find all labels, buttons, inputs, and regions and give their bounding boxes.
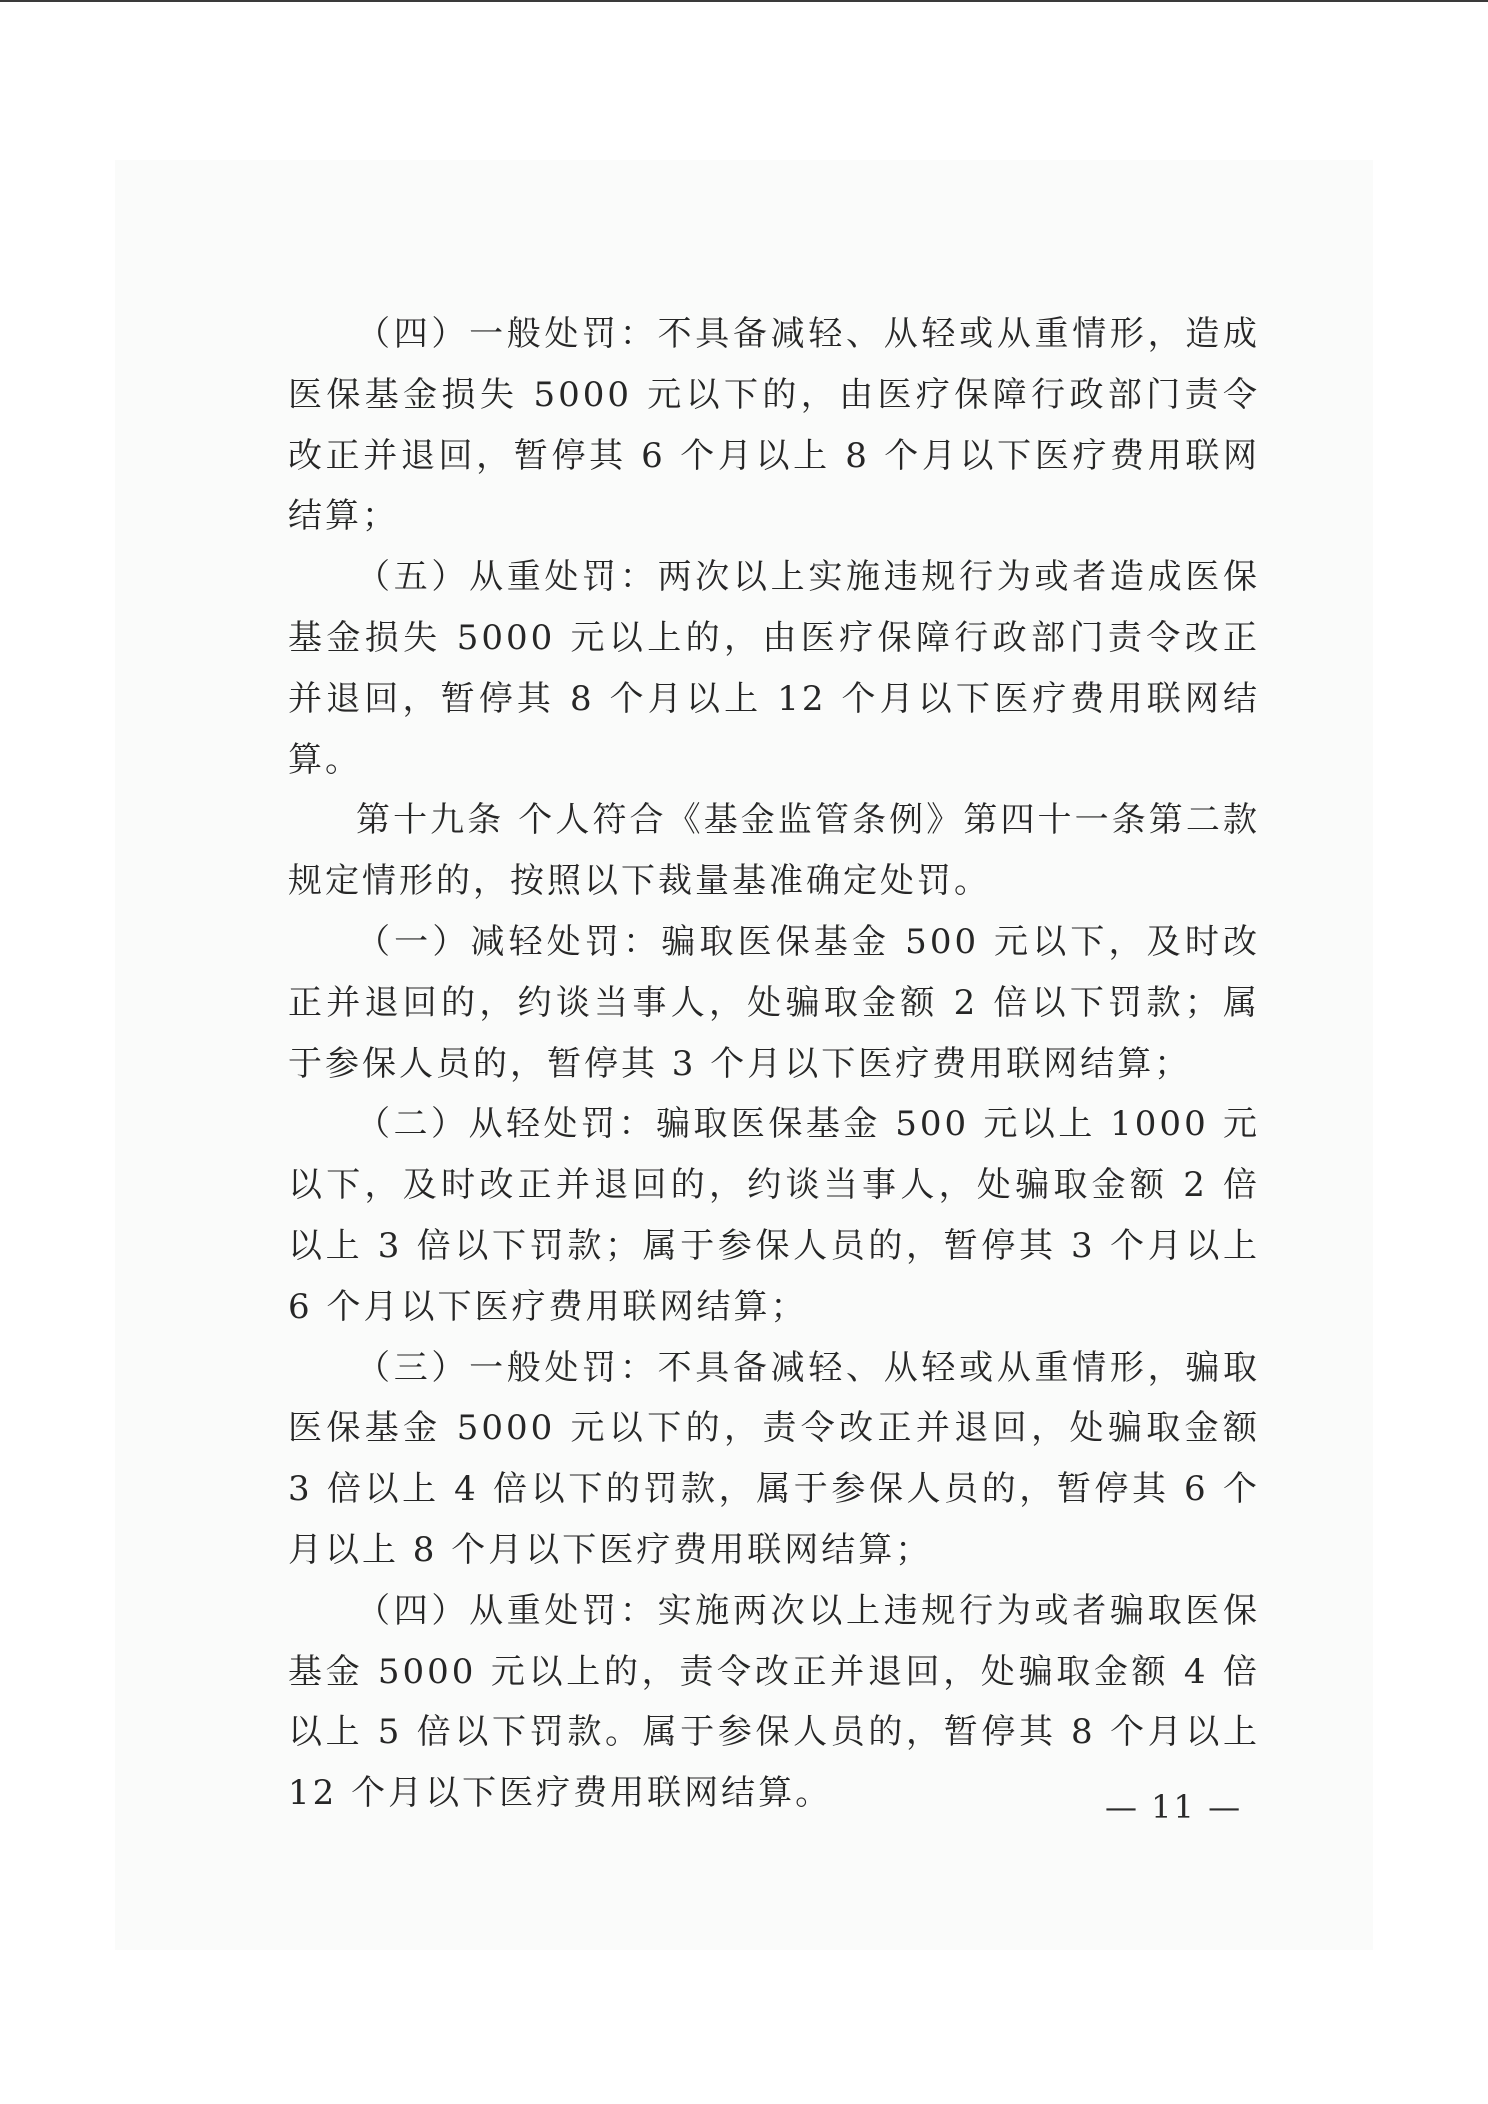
clause-3-general-penalty-individual: （三）一般处罚：不具备减轻、从轻或从重情形，骗取医保基金 5000 元以下的，责令改正并退回，处骗取金额 3 倍以上 4 倍以下的罚款，属于参保人员的，暂停其 6 个月以上 8 个月以下医疗费用联网结算；: [288, 1347, 1260, 1570]
document-body: [288, 304, 1260, 1824]
clause-4-general-penalty-institution: （四）一般处罚：不具备减轻、从轻或从重情形，造成医保基金损失 5000 元以下的，由医疗保障行政部门责令改正并退回，暂停其 6 个月以上 8 个月以下医疗费用联网结算；: [288, 314, 1260, 537]
top-border-line: [0, 0, 1488, 2]
article-19-heading: 第十九条 个人符合《基金监管条例》第四十一条第二款规定情形的，按照以下裁量基准确定处罚。: [288, 800, 1260, 902]
clause-1-reduced-penalty-individual: （一）减轻处罚：骗取医保基金 500 元以下，及时改正并退回的，约谈当事人，处骗取金额 2 倍以下罚款；属于参保人员的，暂停其 3 个月以下医疗费用联网结算；: [288, 921, 1260, 1084]
clause-4-heavier-penalty-individual: （四）从重处罚：实施两次以上违规行为或者骗取医保基金 5000 元以上的，责令改正并退回，处骗取金额 4 倍以上 5 倍以下罚款。属于参保人员的，暂停其 8 个月以上 12 个月以下医疗费用联网结算。: [288, 1590, 1260, 1814]
clause-5-heavier-penalty-institution: （五）从重处罚：两次以上实施违规行为或者造成医保基金损失 5000 元以上的，由医疗保障行政部门责令改正并退回，暂停其 8 个月以上 12 个月以下医疗费用联网结算。: [288, 557, 1260, 780]
page-number: — 11 —: [1105, 1788, 1243, 1826]
clause-2-lighter-penalty-individual: （二）从轻处罚：骗取医保基金 500 元以上 1000 元以下，及时改正并退回的，约谈当事人，处骗取金额 2 倍以上 3 倍以下罚款；属于参保人员的，暂停其 3 个月以上 6 个月以下医疗费用联网结算；: [288, 1104, 1260, 1327]
